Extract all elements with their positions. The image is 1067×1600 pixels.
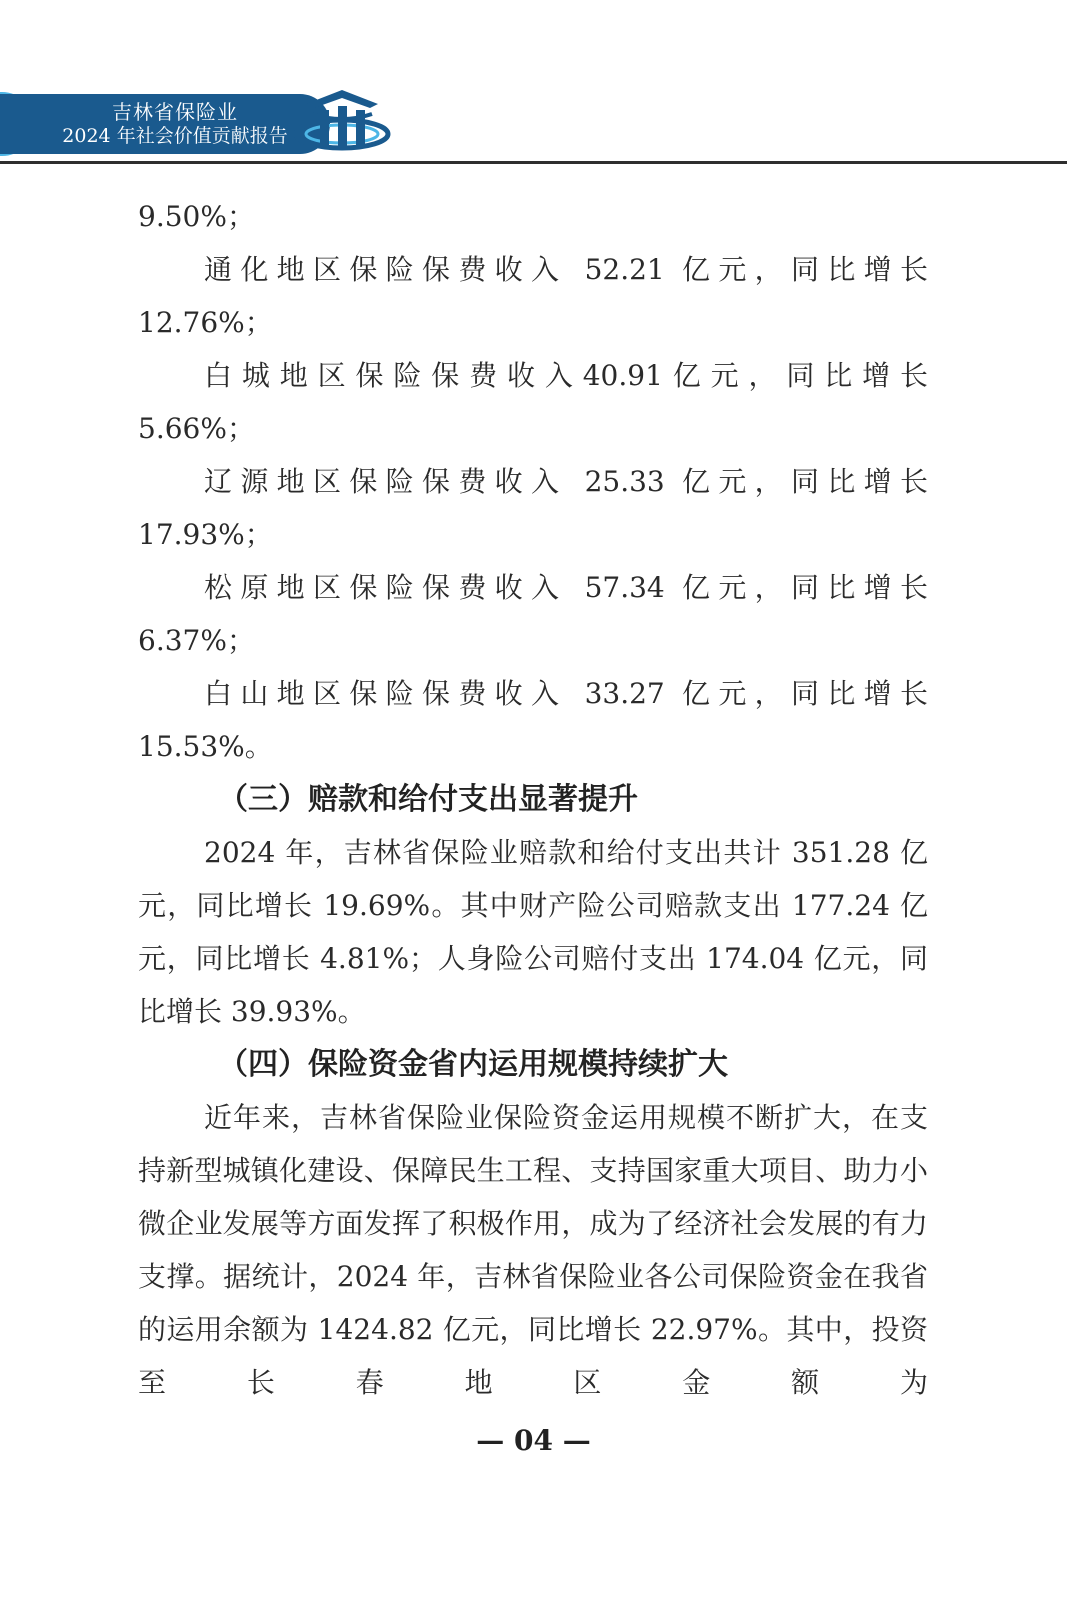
header-title-line2: 2024 年社会价值贡献报告 bbox=[62, 125, 288, 147]
paragraph: 2024 年，吉林省保险业赔款和给付支出共计 351.28 亿元，同比增长 19.69%。其中财产险公司赔款支出 177.24 亿元，同比增长 4.81%；人身险公司赔付支出 174.04 亿元，同比增长 39.93%。 bbox=[138, 836, 928, 1028]
header-rule bbox=[0, 161, 1067, 164]
report-logo-icon bbox=[292, 84, 392, 156]
body-content bbox=[138, 190, 928, 1409]
header-title bbox=[40, 100, 310, 148]
header-title-line1: 吉林省保险业 bbox=[112, 100, 238, 124]
section-heading: （三）赔款和给付支出显著提升 bbox=[218, 782, 638, 817]
paragraph: 松原地区保险保费收入 57.34 亿元，同比增长 bbox=[204, 571, 928, 604]
paragraph-continuation: 12.76%； bbox=[138, 306, 273, 339]
section-heading: （四）保险资金省内运用规模持续扩大 bbox=[218, 1047, 728, 1082]
paragraph-continuation: 9.50%； bbox=[138, 200, 255, 233]
paragraph: 通化地区保险保费收入 52.21 亿元，同比增长 bbox=[204, 253, 928, 286]
paragraph-continuation: 17.93%； bbox=[138, 518, 273, 551]
page-number: — 04 — bbox=[476, 1424, 591, 1457]
paragraph: 白城地区保险保费收入40.91亿元，同比增长 bbox=[204, 359, 928, 392]
paragraph: 白山地区保险保费收入 33.27 亿元，同比增长 bbox=[204, 677, 928, 710]
paragraph: 近年来，吉林省保险业保险资金运用规模不断扩大，在支持新型城镇化建设、保障民生工程、支持国家重大项目、助力小微企业发展等方面发挥了积极作用，成为了经济社会发展的有力支撑。据统计，2024 年，吉林省保险业各公司保险资金在我省的运用余额为 1424.82 亿元，同比增长 22.97%。其中，投资至长春地区金额为 bbox=[138, 1101, 928, 1399]
paragraph-continuation: 5.66%； bbox=[138, 412, 255, 445]
paragraph: 辽源地区保险保费收入 25.33 亿元，同比增长 bbox=[204, 465, 928, 498]
paragraph-continuation: 15.53%。 bbox=[138, 730, 273, 763]
paragraph-continuation: 6.37%； bbox=[138, 624, 255, 657]
